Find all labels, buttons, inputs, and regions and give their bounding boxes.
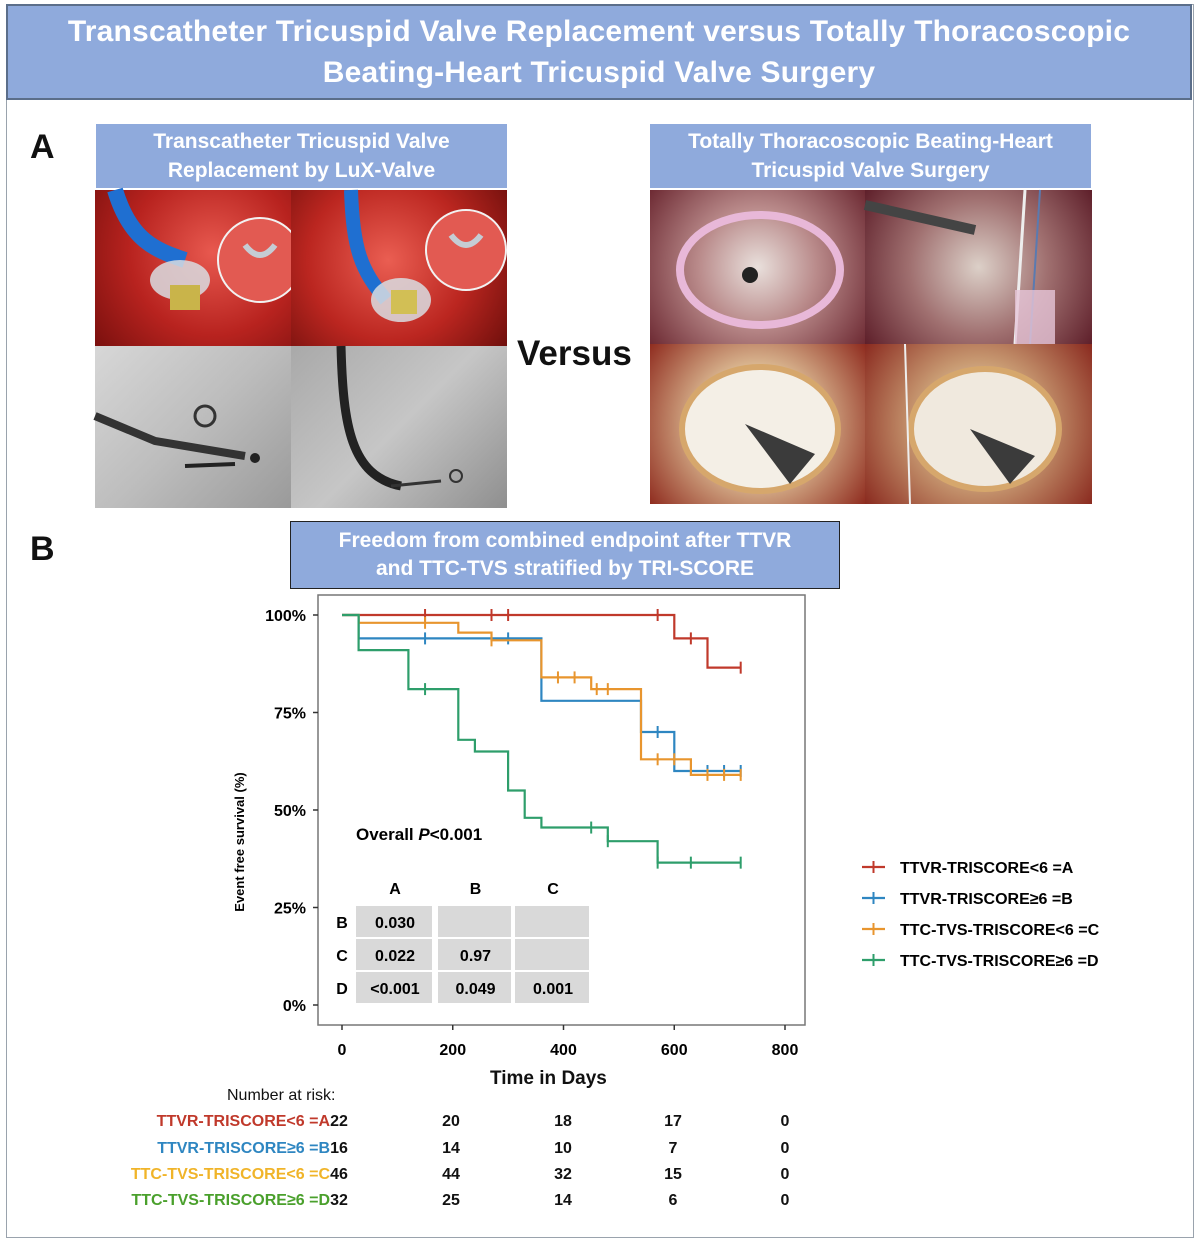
pairwise-col-header: B (469, 881, 482, 898)
surgery-photo-1 (650, 190, 865, 344)
pairwise-cell (438, 906, 511, 937)
overall-p-value (356, 825, 482, 844)
risk-count: 32 (554, 1166, 572, 1183)
surgery-image-icon (650, 344, 865, 504)
risk-count: 6 (668, 1192, 678, 1209)
ttvr-banner (96, 124, 507, 188)
pairwise-col-header: A (389, 881, 401, 898)
y-tick-label: 0% (282, 998, 306, 1015)
pairwise-value: 0.022 (374, 948, 416, 965)
legend-label-A: TTVR-TRISCORE<6 =A (900, 860, 1074, 877)
risk-count: 32 (330, 1192, 348, 1209)
km-chart (0, 590, 1200, 1059)
legend-label-C: TTC-TVS-TRISCORE<6 =C (900, 922, 1100, 939)
legend-label-D: TTC-TVS-TRISCORE≥6 =D (900, 953, 1099, 970)
pairwise-value: 0.97 (459, 948, 492, 965)
versus-label: Versus (517, 334, 632, 373)
panel-a-letter: A (30, 128, 55, 166)
figure-title-line1: Transcatheter Tricuspid Valve Replacement versus Totally Thoracoscopic (67, 15, 1131, 48)
surgery-photo-2 (865, 190, 1092, 344)
risk-count: 44 (442, 1166, 460, 1183)
y-tick-label: 25% (273, 900, 306, 918)
risk-count: 10 (554, 1140, 572, 1157)
risk-row-label: TTVR-TRISCORE≥6 =B (157, 1140, 330, 1157)
ttvr-fluoroscopy-2 (291, 346, 507, 508)
ttvr-banner-line2: Replacement by LuX-Valve (167, 159, 436, 182)
overall-p-italic: P (418, 825, 430, 844)
risk-count: 14 (554, 1192, 572, 1209)
risk-count: 15 (664, 1166, 682, 1183)
ttvr-banner-line1: Transcatheter Tricuspid Valve (153, 130, 450, 153)
legend-label-B: TTVR-TRISCORE≥6 =B (900, 891, 1073, 908)
figure-title-banner (6, 4, 1192, 100)
pairwise-value: 0.049 (455, 981, 496, 998)
risk-count: 0 (780, 1113, 790, 1130)
y-tick-label: 50% (273, 803, 306, 820)
panel-b-letter: B (30, 530, 55, 568)
y-tick-label: 100% (265, 608, 306, 625)
number-at-risk-label: Number at risk: (227, 1087, 336, 1104)
overall-p-number: <0.001 (429, 825, 483, 844)
x-tick-label: 400 (550, 1042, 577, 1059)
y-tick-label: 75% (273, 705, 306, 723)
pairwise-cell (515, 906, 589, 937)
ttvr-illustration-1 (95, 190, 291, 346)
ttcvs-banner (650, 124, 1091, 188)
heart-illustration-icon (291, 190, 507, 346)
pairwise-cell (515, 939, 589, 970)
risk-count: 7 (668, 1140, 678, 1157)
risk-row-label: TTC-TVS-TRISCORE≥6 =D (131, 1192, 330, 1209)
x-axis-label: Time in Days (490, 1068, 607, 1089)
km-banner-line2: and TTC-TVS stratified by TRI-SCORE (375, 557, 755, 580)
overall-p-prefix: Overall (356, 825, 419, 844)
km-banner-line1: Freedom from combined endpoint after TTVR (338, 529, 792, 552)
risk-count: 22 (330, 1113, 348, 1130)
risk-count: 18 (554, 1113, 572, 1130)
pairwise-row-header: D (336, 981, 348, 998)
surgery-image-icon (865, 344, 1092, 504)
ttvr-fluoroscopy-1 (95, 346, 291, 508)
ttcvs-banner-line1: Totally Thoracoscopic Beating-Heart (688, 130, 1053, 153)
y-axis-label: Event free survival (%) (232, 772, 247, 912)
ttcvs-banner-line2: Tricuspid Valve Surgery (751, 159, 990, 182)
surgery-image-icon (865, 190, 1092, 344)
pairwise-value: 0.030 (374, 915, 416, 932)
ttvr-illustration-2 (291, 190, 507, 346)
risk-count: 46 (330, 1166, 348, 1183)
fluoroscopy-image-icon (95, 346, 291, 508)
x-tick-label: 200 (439, 1042, 467, 1059)
risk-row-label: TTVR-TRISCORE<6 =A (156, 1113, 330, 1130)
risk-count: 16 (330, 1140, 348, 1157)
risk-count: 20 (442, 1113, 460, 1130)
x-tick-label: 800 (771, 1042, 799, 1059)
pairwise-col-header: C (547, 881, 559, 898)
heart-illustration-icon (95, 190, 291, 346)
pairwise-row-header: C (336, 948, 348, 965)
surgery-photo-4 (865, 344, 1092, 504)
risk-row-label: TTC-TVS-TRISCORE<6 =C (130, 1166, 330, 1183)
x-tick-label: 600 (660, 1042, 688, 1059)
x-tick-label: 0 (337, 1042, 347, 1059)
pairwise-value: 0.001 (532, 981, 574, 998)
risk-count: 17 (664, 1113, 682, 1130)
figure-title-line2: Beating-Heart Tricuspid Valve Surgery (322, 56, 876, 89)
risk-count: 0 (780, 1166, 790, 1183)
fluoroscopy-image-icon (291, 346, 507, 508)
surgery-photo-3 (650, 344, 865, 504)
risk-count: 0 (780, 1140, 790, 1157)
risk-count: 0 (780, 1192, 790, 1209)
km-banner (290, 521, 840, 589)
pairwise-row-header: B (336, 915, 348, 932)
risk-count: 14 (442, 1140, 460, 1157)
surgery-image-icon (650, 190, 865, 344)
risk-count: 25 (442, 1192, 460, 1209)
pairwise-value: <0.001 (370, 981, 420, 998)
